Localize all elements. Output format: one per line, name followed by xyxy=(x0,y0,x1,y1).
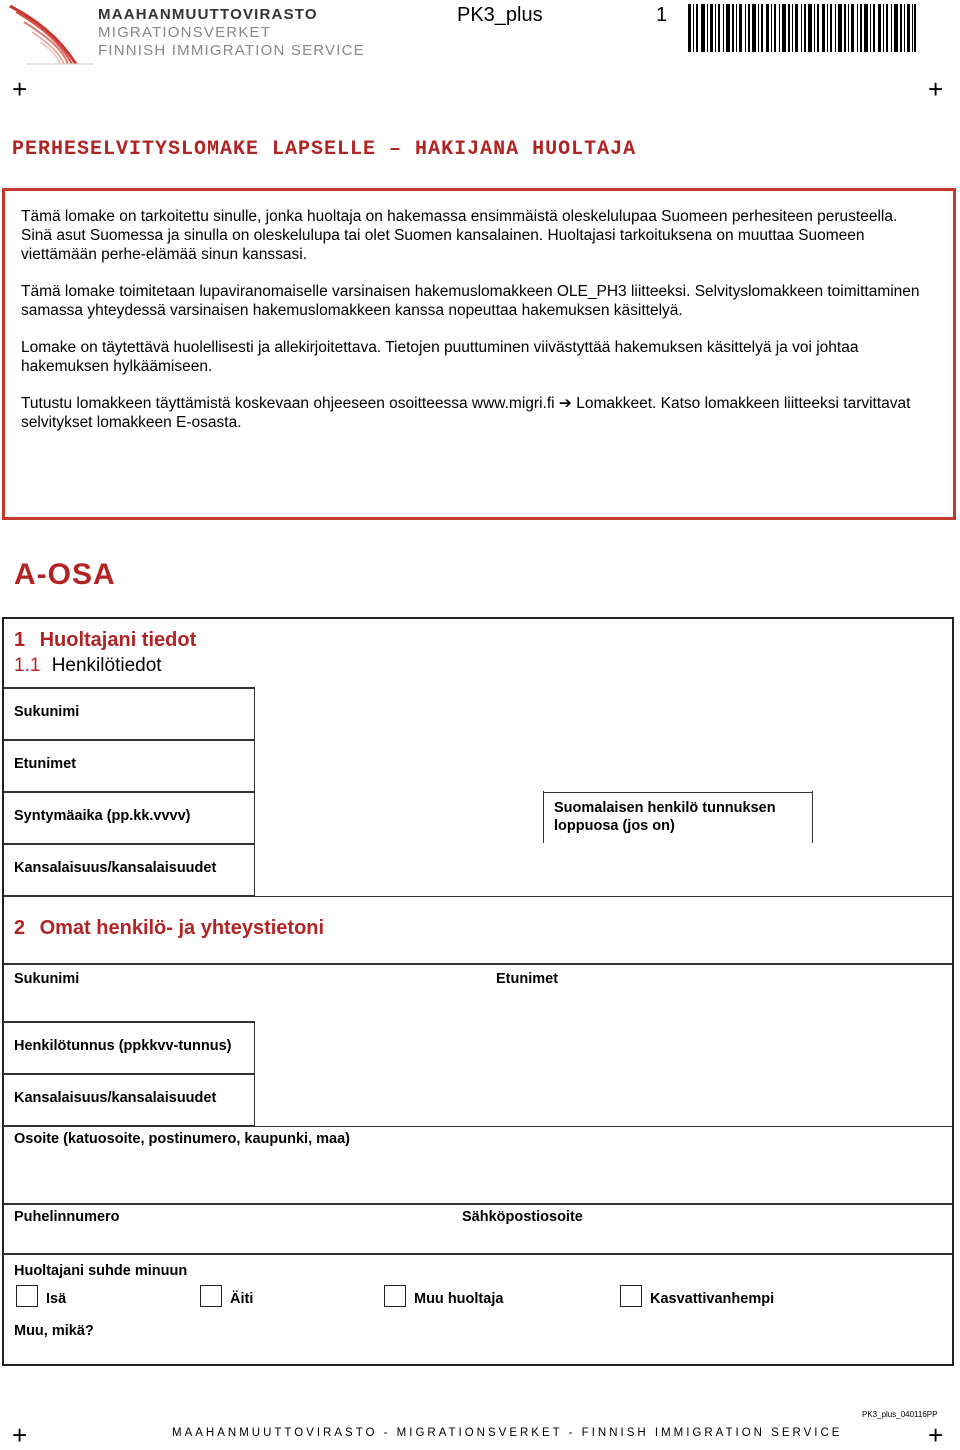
page-number: 1 xyxy=(656,4,668,26)
form-title: PERHESELVITYSLOMAKE LAPSELLE – HAKIJANA HUOLTAJA xyxy=(12,138,637,161)
intro-paragraph: Tämä lomake toimitetaan lupaviranomaiselle varsinaisen hakemuslomakkeen OLE_PH3 liitteeksi. Selvityslomakkeen toimittaminen samassa yhteydessä varsinaisen hakemuslomakkeen kanssa nopeuttaa hakemuksen käsittelyä. xyxy=(21,283,920,319)
registration-mark-icon: + xyxy=(12,74,28,104)
guardian-surname-input[interactable] xyxy=(254,687,952,741)
subsection-number: 1.1 xyxy=(14,655,41,676)
own-address-row xyxy=(4,1125,952,1205)
field-label: Puhelinnumero xyxy=(14,1209,120,1225)
section-2-header xyxy=(4,895,952,965)
checkbox-mother[interactable] xyxy=(200,1285,222,1307)
registration-mark-icon: + xyxy=(928,74,944,104)
own-surname-input[interactable] xyxy=(4,991,484,1019)
field-label: Syntymäaika (pp.kk.vvvv) xyxy=(14,808,191,824)
barcode-icon xyxy=(688,4,916,52)
intro-box xyxy=(2,188,956,520)
registration-mark-icon: + xyxy=(12,1420,28,1450)
field-label: Etunimet xyxy=(14,756,77,772)
form-section-a xyxy=(2,617,954,1366)
checkbox-other-guardian[interactable] xyxy=(384,1285,406,1307)
agency-name-sv: MIGRATIONSVERKET xyxy=(98,24,272,41)
section-title: Omat henkilö- ja yhteystietoni xyxy=(39,917,325,939)
intro-text: Lomakkeet. Katso lomakkeen liitteeksi tarvittavat selvitykset lomakkeen E-osasta. xyxy=(21,395,911,431)
field-label: Etunimet xyxy=(496,971,559,987)
own-personal-id-input[interactable] xyxy=(254,1021,952,1075)
intro-paragraph: Tämä lomake on tarkoitettu sinulle, jonka huoltaja on hakemassa ensimmäistä oleskelulupaa Suomeen perhesiteen perusteella. Sinä asut Suomessa ja sinulla on oleskelulupa tai olet Suomen kansalainen. Huoltajasi tarkoituksena on muuttaa Suomeen viettämään perhe-elämää sinun kanssasi. xyxy=(21,208,898,263)
other-relation-input[interactable] xyxy=(114,1317,952,1347)
checkbox-label: Kasvattivanhempi xyxy=(650,1291,775,1307)
arrow-icon: ➔ xyxy=(558,395,572,412)
field-label: Sähköpostiosoite xyxy=(462,1209,583,1225)
agency-logo-icon xyxy=(6,2,96,68)
section-1-header xyxy=(4,619,952,689)
checkbox-label: Muu huoltaja xyxy=(414,1291,504,1307)
guardian-citizenship-input[interactable] xyxy=(254,843,952,897)
field-label: Huoltajani suhde minuun xyxy=(14,1263,188,1279)
own-name-row xyxy=(4,963,952,1023)
intro-paragraph xyxy=(21,394,921,432)
own-firstnames-input[interactable] xyxy=(494,991,952,1019)
guardian-firstnames-input[interactable] xyxy=(254,739,952,793)
field-label: Muu, mikä? xyxy=(14,1323,94,1339)
field-label: Sukunimi xyxy=(14,704,80,720)
agency-name-en: FINNISH IMMIGRATION SERVICE xyxy=(98,42,365,59)
own-citizenship-row xyxy=(4,1073,952,1127)
part-heading: A-OSA xyxy=(14,558,116,591)
field-label: Osoite (katuosoite, postinumero, kaupunki, maa) xyxy=(14,1131,350,1147)
checkbox-foster-parent[interactable] xyxy=(620,1285,642,1307)
section-number: 1 xyxy=(14,629,26,651)
guardian-citizenship-row xyxy=(4,843,952,897)
guardian-finnish-id-input[interactable] xyxy=(812,791,952,845)
own-phone-input[interactable] xyxy=(4,1229,452,1251)
field-label: Henkilötunnus (ppkkvv-tunnus) xyxy=(14,1038,232,1054)
intro-paragraph: Lomake on täytettävä huolellisesti ja allekirjoitettava. Tietojen puuttuminen viivästyttää hakemuksen käsittelyä ja voi johtaa hakemuksen hylkäämiseen. xyxy=(21,339,859,375)
guardian-dob-input[interactable] xyxy=(254,791,544,845)
footer-agencies: MAAHANMUUTTOVIRASTO - MIGRATIONSVERKET - FINNISH IMMIGRATION SERVICE xyxy=(172,1427,843,1439)
guardian-surname-row xyxy=(4,687,952,741)
registration-mark-icon: + xyxy=(928,1420,944,1450)
guardian-relation-block xyxy=(4,1253,952,1361)
field-label: Sukunimi xyxy=(14,971,80,987)
checkbox-father[interactable] xyxy=(16,1285,38,1307)
checkbox-label: Isä xyxy=(46,1291,67,1307)
own-email-input[interactable] xyxy=(460,1229,952,1251)
field-label: Kansalaisuus/kansalaisuudet xyxy=(14,860,217,876)
own-personal-id-row xyxy=(4,1021,952,1075)
section-title: Huoltajani tiedot xyxy=(39,629,197,651)
own-address-input[interactable] xyxy=(4,1151,952,1201)
guardian-dob-row xyxy=(4,791,952,845)
section-number: 2 xyxy=(14,917,26,939)
guardian-firstnames-row xyxy=(4,739,952,793)
subsection-title: Henkilötiedot xyxy=(51,655,162,676)
own-citizenship-input[interactable] xyxy=(254,1073,952,1127)
checkbox-label: Äiti xyxy=(230,1291,254,1307)
field-label: Suomalaisen henkilö tunnuksen loppuosa (jos on) xyxy=(554,800,776,834)
form-code: PK3_plus xyxy=(457,4,543,26)
document-code: PK3_plus_040116PP xyxy=(862,1410,938,1419)
own-contact-row xyxy=(4,1203,952,1255)
field-label: Kansalaisuus/kansalaisuudet xyxy=(14,1090,217,1106)
intro-text: Tutustu lomakkeen täyttämistä koskevaan ohjeeseen osoitteessa www.migri.fi xyxy=(21,395,555,412)
agency-name-fi: MAAHANMUUTTOVIRASTO xyxy=(98,6,318,23)
header xyxy=(0,0,960,70)
